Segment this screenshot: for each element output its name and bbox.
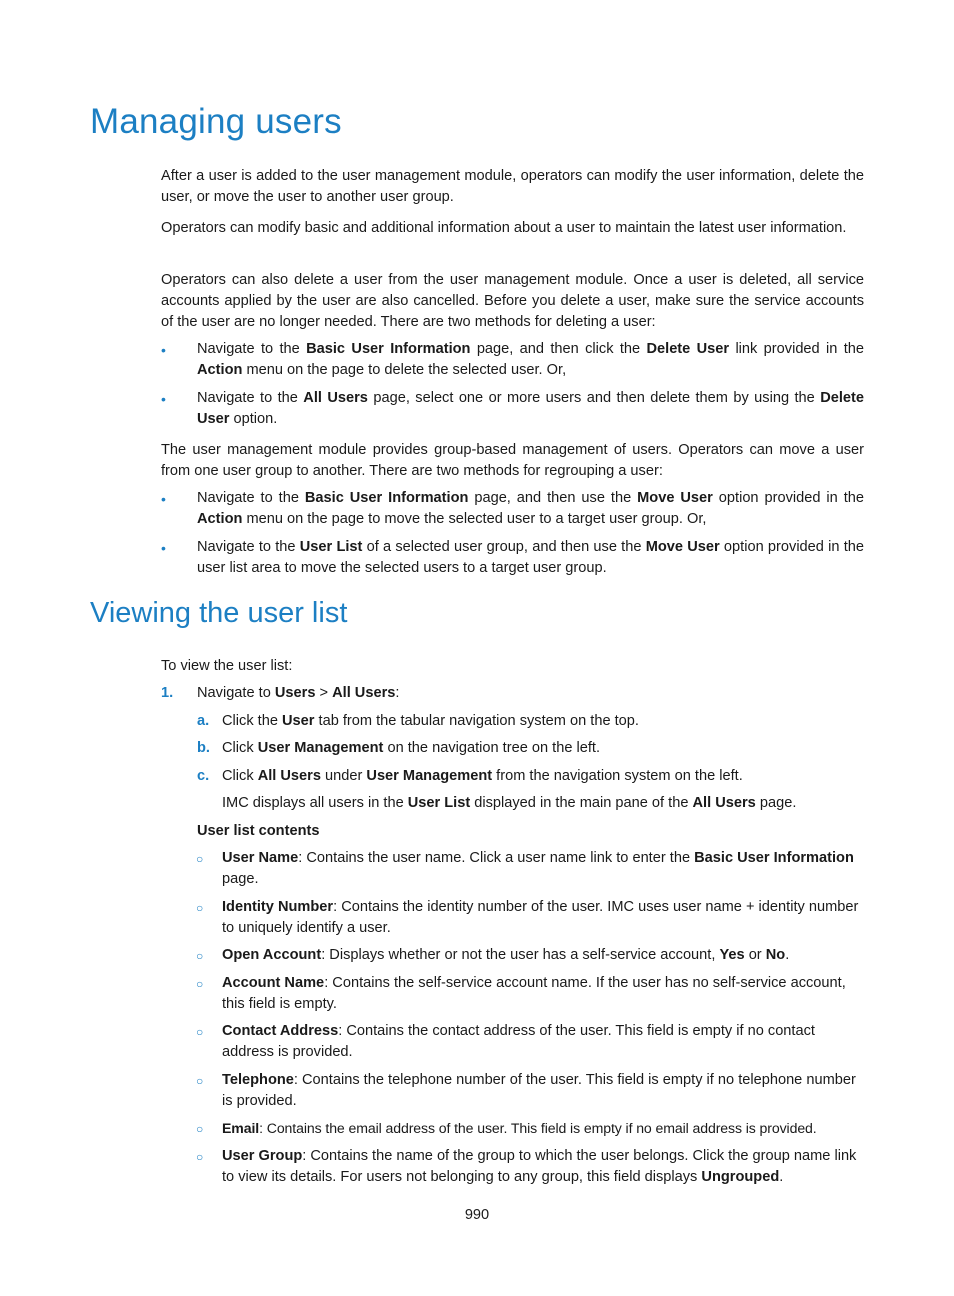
field-item: User Group: Contains the name of the group to which the user belongs. Click the group name link to view its details. For users not belonging to any group, this field displays Ungrouped. <box>222 1148 857 1185</box>
circle-bullet-icon: ○ <box>196 977 204 991</box>
contents-heading: User list contents <box>197 823 320 839</box>
circle-bullet-icon: ○ <box>196 1122 204 1136</box>
substep-letter: c. <box>197 768 210 784</box>
circle-bullet-icon: ○ <box>196 1150 204 1164</box>
bullet-icon: • <box>161 342 166 358</box>
field-item: Email: Contains the email address of the user. This field is empty if no email address is provided. <box>222 1120 817 1136</box>
field-item: Open Account: Displays whether or not the user has a self-service account, Yes or No. <box>222 947 790 963</box>
field-item: Identity Number: Contains the identity number of the user. IMC uses user name + identity number to uniquely identify a user. <box>222 899 859 936</box>
bullet-icon: • <box>161 491 166 507</box>
circle-bullet-icon: ○ <box>196 1074 204 1088</box>
list-item: Navigate to the User List of a selected user group, and then use the Move User option provided in the user list area to move the selected users to a target user group. <box>197 539 865 576</box>
list-item: Navigate to the All Users page, select one or more users and then delete them by using the Delete User option. <box>197 390 864 427</box>
circle-bullet-icon: ○ <box>196 852 204 866</box>
regroup-paragraph: The user management module provides group-based management of users. Operators can move a user from one user group to another. There are two methods for regrouping a user: <box>161 442 864 479</box>
list-item: Navigate to the Basic User Information page, and then click the Delete User link provided in the Action menu on the page to delete the selected user. Or, <box>197 341 865 378</box>
substep-text: Click All Users under User Management from the navigation system on the left. <box>222 768 743 784</box>
intro-paragraph: After a user is added to the user management module, operators can modify the user information, delete the user, or move the user to another user group. <box>161 168 864 205</box>
field-item: Contact Address: Contains the contact address of the user. This field is empty if no contact address is provided. <box>222 1023 815 1060</box>
circle-bullet-icon: ○ <box>196 1025 204 1039</box>
substep-text: Click User Management on the navigation tree on the left. <box>222 740 601 756</box>
circle-bullet-icon: ○ <box>196 901 204 915</box>
list-item: Navigate to the Basic User Information page, and then use the Move User option provided in the Action menu on the page to move the selected user to a target user group. Or, <box>197 490 864 527</box>
field-item: Telephone: Contains the telephone number of the user. This field is empty if no telephone number is provided. <box>222 1072 856 1109</box>
modify-paragraph: Operators can modify basic and additional information about a user to maintain the latest user information. <box>161 220 847 236</box>
circle-bullet-icon: ○ <box>196 949 204 963</box>
bullet-icon: • <box>161 540 166 556</box>
step-number: 1. <box>161 685 174 701</box>
bullet-icon: • <box>161 391 166 407</box>
delete-paragraph: Operators can also delete a user from the user management module. Once a user is deleted, all service accounts applied by the user are also cancelled. Before you delete a user, make sure the service accounts of the user are no longer needed. There are two methods for deleting a user: <box>161 272 864 330</box>
substep-text: Click the User tab from the tabular navigation system on the top. <box>222 713 639 729</box>
substep-letter: b. <box>197 740 210 756</box>
page-number: 990 <box>464 1207 490 1223</box>
field-item: User Name: Contains the user name. Click a user name link to enter the Basic User Information page. <box>222 850 854 887</box>
substep-letter: a. <box>197 713 210 729</box>
field-item: Account Name: Contains the self-service account name. If the user has no self-service account, this field is empty. <box>222 975 846 1012</box>
result-text: IMC displays all users in the User List displayed in the main pane of the All Users page. <box>222 795 797 811</box>
section-title: Viewing the user list <box>90 597 348 629</box>
step-text: Navigate to Users > All Users: <box>197 685 400 701</box>
page-title: Managing users <box>90 102 342 141</box>
procedure-intro: To view the user list: <box>161 658 293 674</box>
